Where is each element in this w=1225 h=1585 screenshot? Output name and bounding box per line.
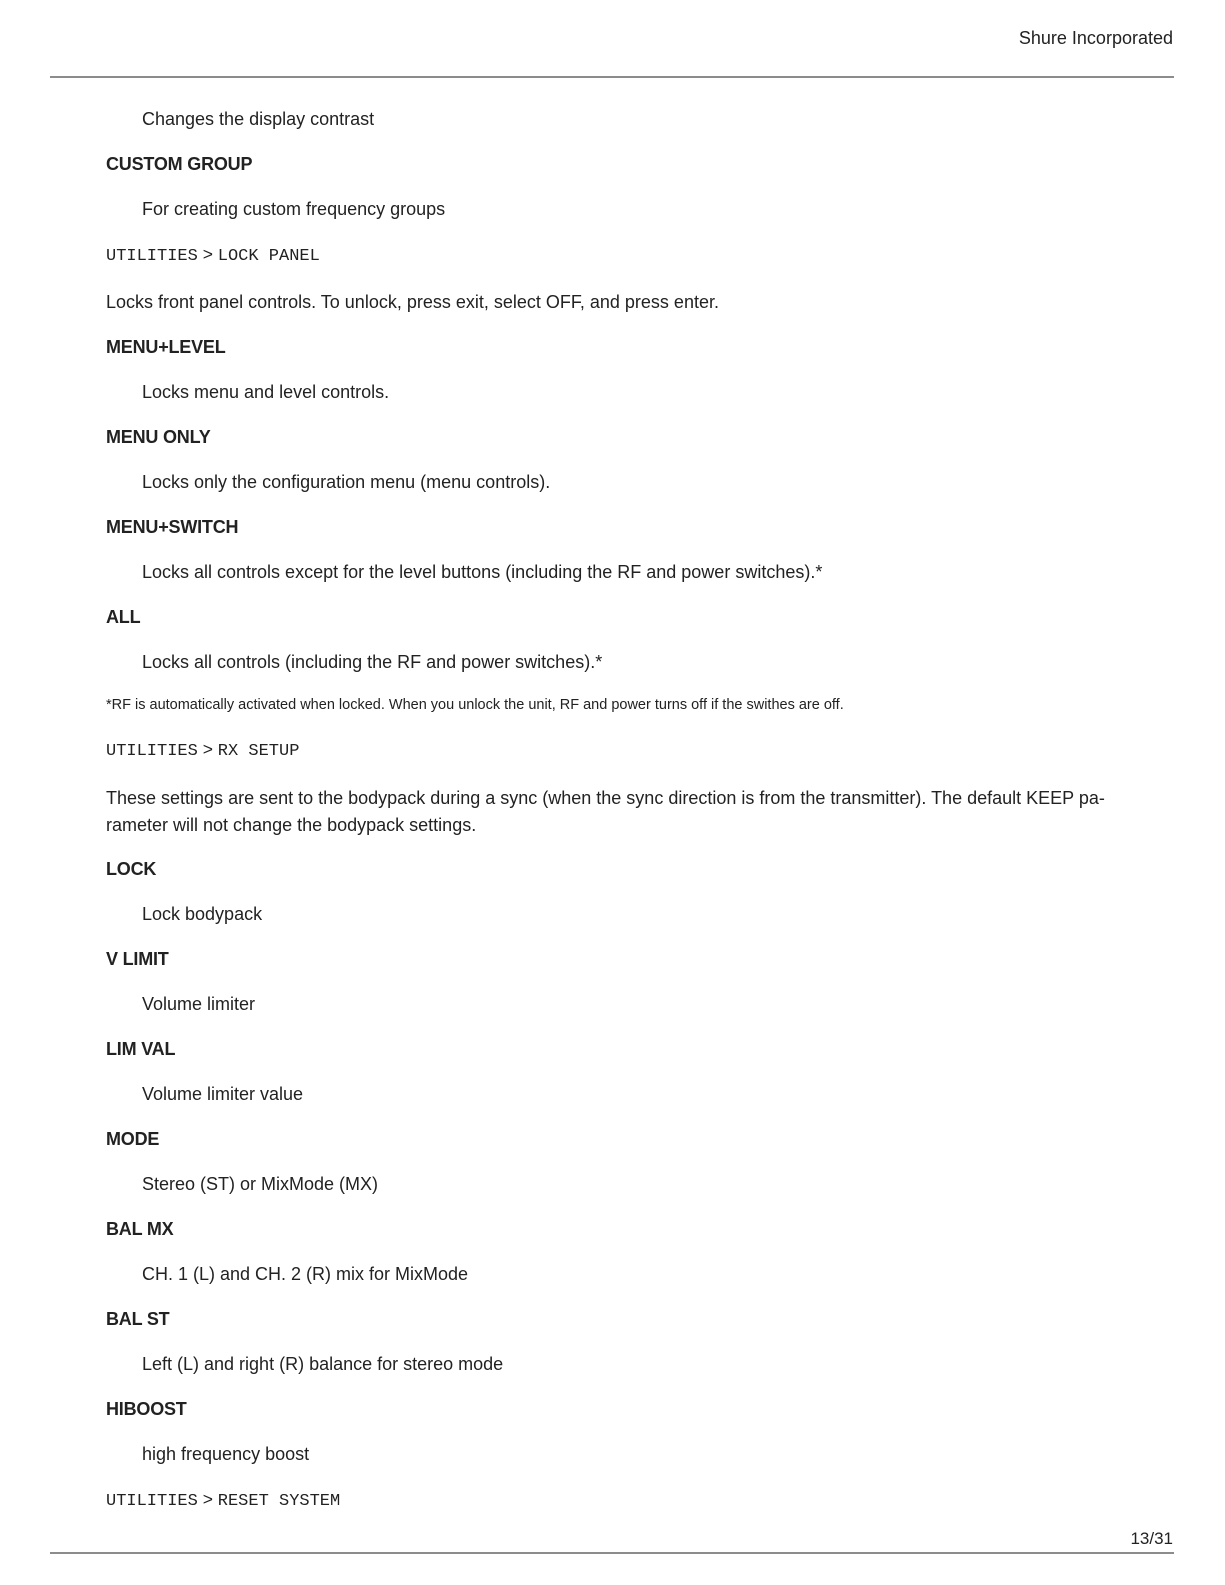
menu-switch-term: MENU+SWITCH (106, 517, 239, 537)
menu-path-separator: > (197, 739, 218, 759)
menu-level-description: Locks menu and level controls. (142, 382, 390, 402)
header-company-name: Shure Incorporated (1018, 28, 1173, 48)
contrast-description: Changes the display contrast (142, 109, 375, 129)
lim-val-term: LIM VAL (106, 1039, 176, 1059)
menu-switch-description: Locks all controls except for the level buttons (including the RF and power switches).* (142, 562, 823, 582)
menu-path-child: LOCK PANEL (217, 247, 320, 266)
mode-description: Stereo (ST) or MixMode (MX) (142, 1174, 379, 1194)
all-term: ALL (106, 607, 141, 627)
page-number: 13/31 (1130, 1529, 1173, 1548)
bal-mx-description: CH. 1 (L) and CH. 2 (R) mix for MixMode (142, 1264, 469, 1284)
menu-path-separator: > (197, 1489, 218, 1509)
menu-path-separator: > (197, 244, 218, 264)
rx-setup-intro: These settings are sent to the bodypack during a sync (when the sync direction is from the transmitter). The default KEEP pa-rameter will not change the bodypack settings. (106, 788, 1105, 835)
lock-term: LOCK (106, 859, 157, 879)
mode-term: MODE (106, 1129, 160, 1149)
hiboost-description: high frequency boost (142, 1444, 310, 1464)
footer-divider (50, 1552, 1174, 1554)
all-description: Locks all controls (including the RF and power switches).* (142, 652, 603, 672)
menu-only-description: Locks only the configuration menu (menu controls). (142, 472, 551, 492)
bal-mx-term: BAL MX (106, 1219, 174, 1239)
lock-description: Lock bodypack (142, 904, 263, 924)
page-content (106, 107, 1116, 1535)
custom-group-description: For creating custom frequency groups (142, 199, 446, 219)
menu-path-parent: UTILITIES (106, 247, 198, 266)
lock-panel-menu-path (106, 242, 1116, 269)
menu-path-parent: UTILITIES (106, 742, 198, 761)
rx-setup-menu-path (106, 737, 1116, 764)
custom-group-term: CUSTOM GROUP (106, 154, 253, 174)
lim-val-description: Volume limiter value (142, 1084, 304, 1104)
menu-only-term: MENU ONLY (106, 427, 211, 447)
menu-path-child: RX SETUP (217, 742, 300, 761)
bal-st-description: Left (L) and right (R) balance for stereo mode (142, 1354, 504, 1374)
v-limit-term: V LIMIT (106, 949, 169, 969)
reset-system-menu-path (106, 1487, 1116, 1514)
menu-path-child: RESET SYSTEM (217, 1492, 341, 1511)
menu-path-parent: UTILITIES (106, 1492, 198, 1511)
menu-level-term: MENU+LEVEL (106, 337, 226, 357)
hiboost-term: HIBOOST (106, 1399, 187, 1419)
header-divider (50, 76, 1174, 78)
v-limit-description: Volume limiter (142, 994, 256, 1014)
lock-panel-intro: Locks front panel controls. To unlock, press exit, select OFF, and press enter. (106, 292, 719, 312)
bal-st-term: BAL ST (106, 1309, 170, 1329)
rf-footnote: *RF is automatically activated when locked. When you unlock the unit, RF and power turns off if the swithes are off. (106, 697, 844, 713)
